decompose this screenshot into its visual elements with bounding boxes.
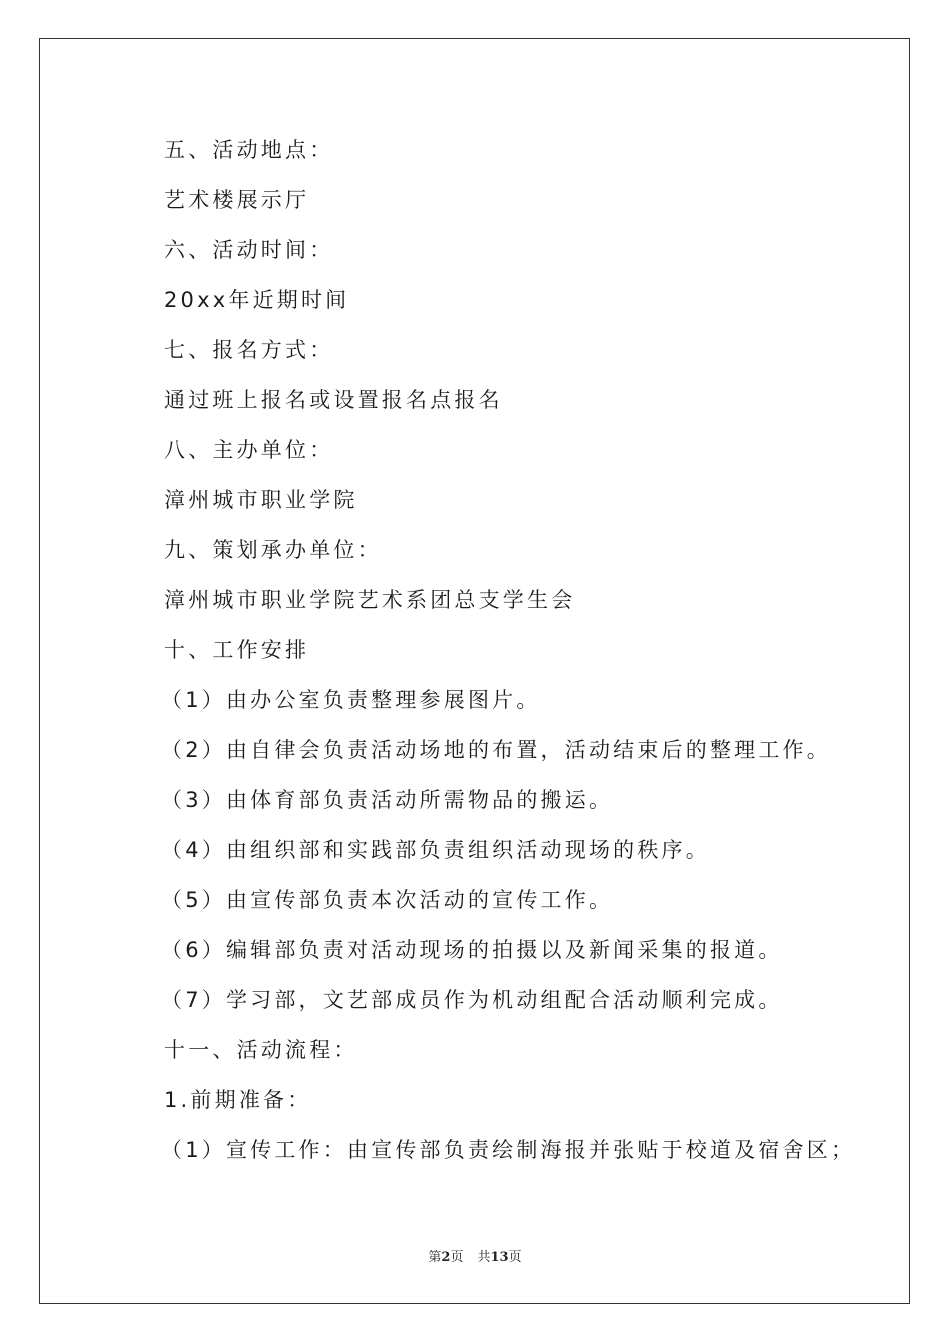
organizer-text: 漳州城市职业学院 — [164, 488, 358, 512]
footer-page-number: 2 — [441, 1250, 451, 1265]
time-text: 20xx年近期时间 — [164, 288, 350, 312]
registration-text: 通过班上报名或设置报名点报名 — [164, 388, 503, 412]
heading-organizer: 八、主办单位： — [164, 438, 334, 462]
process-step-1: 1.前期准备： — [164, 1088, 312, 1112]
arrangement-item-3: （3）由体育部负责活动所需物品的搬运。 — [161, 788, 614, 812]
arrangement-item-7: （7）学习部，文艺部成员作为机动组配合活动顺利完成。 — [161, 988, 783, 1012]
heading-registration: 七、报名方式： — [164, 338, 334, 362]
heading-process: 十一、活动流程： — [164, 1038, 358, 1062]
arrangement-item-5: （5）由宣传部负责本次活动的宣传工作。 — [161, 888, 614, 912]
host-text: 漳州城市职业学院艺术系团总支学生会 — [164, 588, 576, 612]
arrangement-item-1: （1）由办公室负责整理参展图片。 — [161, 688, 541, 712]
heading-arrangement: 十、工作安排 — [164, 638, 310, 662]
document-body — [161, 128, 864, 1178]
footer-page-prefix: 第 — [428, 1250, 442, 1265]
heading-location: 五、活动地点： — [164, 138, 334, 162]
arrangement-item-6: （6）编辑部负责对活动现场的拍摄以及新闻采集的报道。 — [161, 938, 783, 962]
arrangement-item-4: （4）由组织部和实践部负责组织活动现场的秩序。 — [161, 838, 710, 862]
arrangement-item-2: （2）由自律会负责活动场地的布置，活动结束后的整理工作。 — [161, 738, 831, 762]
footer-page-suffix: 页 — [450, 1250, 464, 1265]
heading-host: 九、策划承办单位： — [164, 538, 382, 562]
process-item-1: （1）宣传工作：由宣传部负责绘制海报并张贴于校道及宿舍区； — [161, 1138, 856, 1162]
page-footer — [0, 1246, 950, 1265]
footer-total-suffix: 页 — [508, 1250, 522, 1265]
heading-time: 六、活动时间： — [164, 238, 334, 262]
footer-total-prefix: 共 — [477, 1250, 491, 1265]
location-text: 艺术楼展示厅 — [164, 188, 310, 212]
footer-total-pages: 13 — [490, 1250, 509, 1265]
